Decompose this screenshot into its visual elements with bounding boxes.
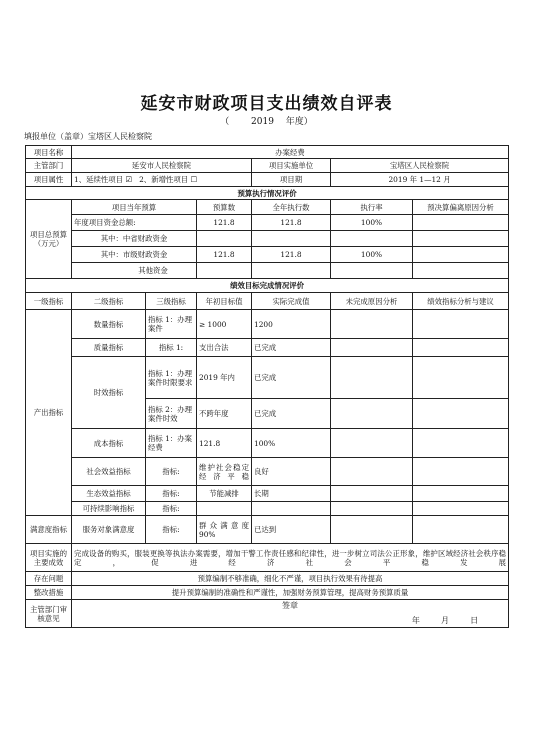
budget-row <box>26 263 509 279</box>
satisfaction-label: 满意度指标 <box>26 516 72 544</box>
header-level3: 三级指标 <box>146 293 197 310</box>
budget-row-reason <box>413 231 509 247</box>
indicator-level2: 可持续影响指标 <box>72 502 146 516</box>
budget-col-rate: 执行率 <box>331 200 413 215</box>
budget-row-budget: 121.8 <box>197 247 252 263</box>
budget-row-rate <box>331 231 413 247</box>
indicator-target: ≥ 1000 <box>197 310 252 339</box>
budget-total-label: 项目总预算（万元） <box>26 200 72 279</box>
attr-row <box>26 173 509 187</box>
satisfaction-row <box>26 516 509 544</box>
budget-section-row <box>26 187 509 200</box>
header-analysis: 绩效指标分析与建议 <box>413 293 509 310</box>
indicator-level3: 指标 1: <box>146 339 197 357</box>
indicator-actual: 1200 <box>252 310 331 339</box>
indicator-level2: 时效指标 <box>72 357 146 429</box>
indicator-row <box>26 339 509 357</box>
attr-label: 项目属性 <box>26 173 72 187</box>
indicator-target: 群众满意度 90% <box>197 516 252 544</box>
indicator-analysis <box>413 357 509 399</box>
indicator-level3: 指标 1：办案经费 <box>146 429 197 458</box>
budget-row <box>26 215 509 231</box>
indicator-analysis <box>413 339 509 357</box>
problem-row <box>26 572 509 586</box>
dept-row <box>26 159 509 173</box>
budget-row-reason <box>413 247 509 263</box>
indicator-target: 不跨年度 <box>197 399 252 429</box>
indicator-reason <box>331 399 413 429</box>
review-row <box>26 600 509 628</box>
budget-section-title: 预算执行情况评价 <box>26 187 509 200</box>
impl-value: 宝塔区人民检察院 <box>331 159 509 173</box>
subtitle-open: （ <box>220 117 230 127</box>
performance-section-title: 绩效目标完成情况评价 <box>26 279 509 293</box>
date-day: 日 <box>470 616 479 625</box>
indicator-analysis <box>413 310 509 339</box>
attr-option-new: 2、新增性项目 <box>139 175 189 184</box>
sign-label: 签章 <box>282 601 299 610</box>
budget-row <box>26 247 509 263</box>
indicator-level3: 指标 2：办理案件时效 <box>146 399 197 429</box>
indicator-level2: 服务对象满意度 <box>72 516 146 544</box>
header-level2: 二级指标 <box>72 293 146 310</box>
budget-row-label: 其中：市级财政资金 <box>72 247 197 263</box>
period-value: 2019 年 1—12 月 <box>331 173 509 187</box>
project-name-label: 项目名称 <box>26 146 72 159</box>
checked-box-icon[interactable]: ☑ <box>125 175 133 184</box>
indicator-analysis <box>413 516 509 544</box>
dept-value: 延安市人民检察院 <box>72 159 252 173</box>
indicator-actual: 已完成 <box>252 399 331 429</box>
achievement-row <box>26 544 509 572</box>
indicator-row <box>26 486 509 502</box>
header-reason: 未完成原因分析 <box>331 293 413 310</box>
indicator-level2: 社会效益指标 <box>72 458 146 486</box>
indicator-target: 支出合法 <box>197 339 252 357</box>
indicator-target: 121.8 <box>197 429 252 458</box>
project-name-value: 办案经费 <box>72 146 509 159</box>
indicator-reason <box>331 516 413 544</box>
indicator-reason <box>331 429 413 458</box>
indicator-level3: 指标: <box>146 516 197 544</box>
problem-text: 预算编制不够准确，细化不严谨，项目执行效果有待提高 <box>72 572 509 586</box>
budget-row-label: 其中：中省财政资金 <box>72 231 197 247</box>
indicator-level3: 指标 1：办理案件 <box>146 310 197 339</box>
indicator-actual: 已完成 <box>252 339 331 357</box>
document-subtitle <box>0 114 533 127</box>
budget-row-executed: 121.8 <box>252 215 331 231</box>
dept-label: 主管部门 <box>26 159 72 173</box>
problem-label: 存在问题 <box>26 572 72 586</box>
indicator-row <box>26 310 509 339</box>
budget-row-rate: 100% <box>331 215 413 231</box>
indicator-row <box>26 502 509 516</box>
indicator-row <box>26 357 509 399</box>
budget-col-annual: 项目当年预算 <box>72 200 197 215</box>
indicator-reason <box>331 486 413 502</box>
indicator-analysis <box>413 486 509 502</box>
attr-option-continuing: 1、延续性项目 <box>74 175 124 184</box>
unchecked-box-icon[interactable]: ☐ <box>190 175 198 184</box>
budget-row-reason <box>413 263 509 279</box>
achievement-text: 完成设备的购买，服装更换等执法办案需要，增加干警工作责任感和纪律性，进一步树立司法公正形象，维护区域经济社会秩序稳定，促进经济社会平稳发展 <box>72 544 509 572</box>
indicator-actual: 100% <box>252 429 331 458</box>
budget-col-reason: 预决算偏离原因分析 <box>413 200 509 215</box>
indicator-actual: 已达到 <box>252 516 331 544</box>
self-evaluation-table <box>25 145 509 628</box>
indicator-level3: 指标: <box>146 502 197 516</box>
performance-header-row <box>26 293 509 310</box>
indicator-row <box>26 429 509 458</box>
indicator-target: 2019 年内 <box>197 357 252 399</box>
budget-header-row <box>26 200 509 215</box>
indicator-actual: 长期 <box>252 486 331 502</box>
output-indicator-label: 产出指标 <box>26 310 72 516</box>
indicator-reason <box>331 310 413 339</box>
sign-date <box>412 616 478 625</box>
budget-row-executed <box>252 231 331 247</box>
indicator-level2: 成本指标 <box>72 429 146 458</box>
rectify-text: 提升预算编制的准确性和严谨性，加强财务预算管理，提高财务预算质量 <box>72 586 509 600</box>
budget-row-executed: 121.8 <box>252 247 331 263</box>
budget-row-rate <box>331 263 413 279</box>
budget-row <box>26 231 509 247</box>
achievement-label: 项目实施的主要成效 <box>26 544 72 572</box>
indicator-analysis <box>413 502 509 516</box>
attr-options <box>72 173 252 187</box>
header-level1: 一级指标 <box>26 293 72 310</box>
project-name-row <box>26 146 509 159</box>
indicator-target: 节能减排 <box>197 486 252 502</box>
indicator-actual: 已完成 <box>252 357 331 399</box>
impl-label: 项目实施单位 <box>252 159 331 173</box>
indicator-analysis <box>413 458 509 486</box>
budget-row-budget: 121.8 <box>197 215 252 231</box>
indicator-reason <box>331 502 413 516</box>
rectify-row <box>26 586 509 600</box>
indicator-level2: 质量指标 <box>72 339 146 357</box>
indicator-level3: 指标 1：办理案件时限要求 <box>146 357 197 399</box>
budget-row-executed <box>252 263 331 279</box>
indicator-level2: 数量指标 <box>72 310 146 339</box>
performance-section-row <box>26 279 509 293</box>
header-actual: 实际完成值 <box>252 293 331 310</box>
indicator-target: 维护社会稳定经济平稳 <box>197 458 252 486</box>
indicator-actual: 良好 <box>252 458 331 486</box>
review-label: 主管部门审核意见 <box>26 600 72 628</box>
period-label: 项目期 <box>252 173 331 187</box>
document-title: 延安市财政项目支出绩效自评表 <box>140 94 393 114</box>
budget-row-label: 其他资金 <box>72 263 197 279</box>
subtitle-close: 年度） <box>285 117 313 127</box>
indicator-analysis <box>413 399 509 429</box>
budget-row-budget <box>197 231 252 247</box>
rectify-label: 整改措施 <box>26 586 72 600</box>
indicator-target <box>197 502 252 516</box>
date-month: 月 <box>440 616 449 625</box>
indicator-level3: 指标: <box>146 458 197 486</box>
header-target: 年初目标值 <box>197 293 252 310</box>
budget-row-budget <box>197 263 252 279</box>
indicator-level2: 生态效益指标 <box>72 486 146 502</box>
indicator-analysis <box>413 429 509 458</box>
date-year: 年 <box>411 616 420 625</box>
subtitle-year: 2019 <box>251 117 274 127</box>
filing-unit: 填报单位（盖章）宝塔区人民检察院 <box>24 132 152 141</box>
budget-col-executed: 全年执行数 <box>252 200 331 215</box>
indicator-actual <box>252 502 331 516</box>
indicator-reason <box>331 357 413 399</box>
indicator-reason <box>331 458 413 486</box>
indicator-reason <box>331 339 413 357</box>
budget-row-rate: 100% <box>331 247 413 263</box>
budget-row-reason <box>413 215 509 231</box>
review-cell <box>72 600 509 628</box>
indicator-row <box>26 458 509 486</box>
budget-col-budget: 预算数 <box>197 200 252 215</box>
budget-row-label: 年度项目资金总额: <box>72 215 197 231</box>
indicator-level3: 指标: <box>146 486 197 502</box>
